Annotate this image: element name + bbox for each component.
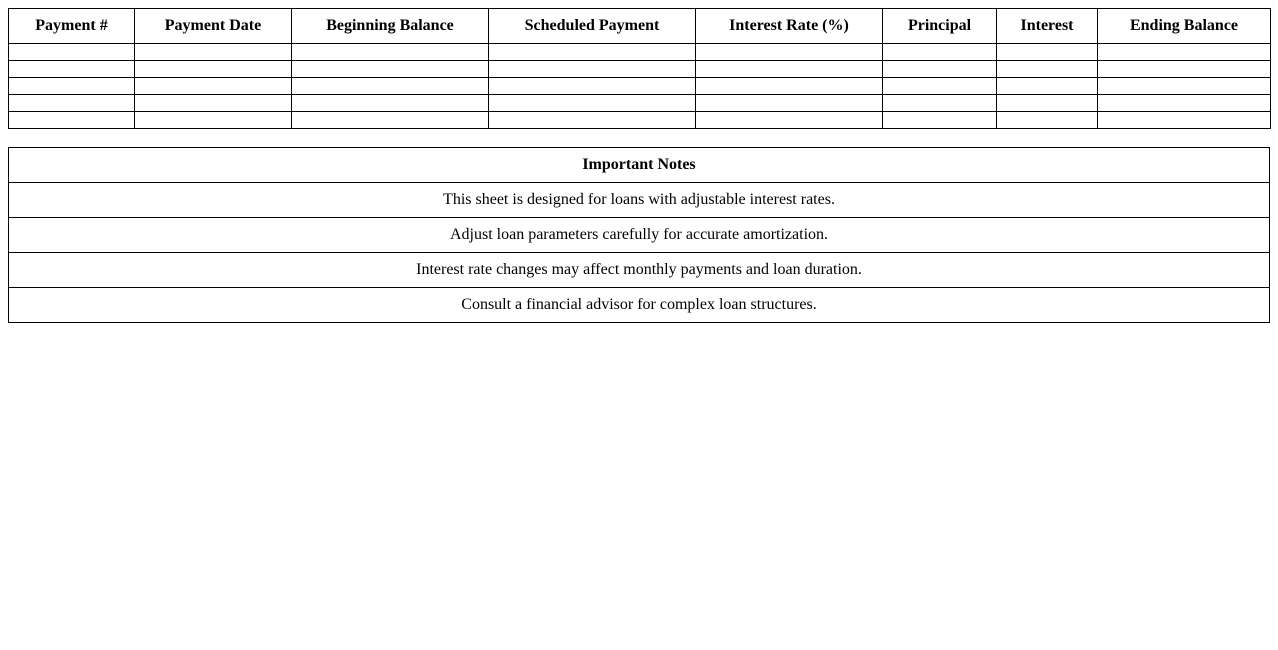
table-row <box>9 95 1271 112</box>
note-adjust-parameters: Adjust loan parameters carefully for accurate amortization. <box>9 218 1270 253</box>
table-cell[interactable] <box>9 112 135 129</box>
table-cell[interactable] <box>292 44 489 61</box>
table-cell[interactable] <box>292 95 489 112</box>
header-principal: Principal <box>883 9 997 44</box>
header-beginning-balance: Beginning Balance <box>292 9 489 44</box>
header-payment-number: Payment # <box>9 9 135 44</box>
table-cell[interactable] <box>997 78 1098 95</box>
table-cell[interactable] <box>135 61 292 78</box>
note-consult-advisor: Consult a financial advisor for complex loan structures. <box>9 288 1270 323</box>
table-cell[interactable] <box>883 112 997 129</box>
table-cell[interactable] <box>696 78 883 95</box>
table-cell[interactable] <box>9 78 135 95</box>
schedule-header-row <box>9 9 1271 44</box>
table-cell[interactable] <box>696 61 883 78</box>
table-cell[interactable] <box>997 44 1098 61</box>
note-row <box>9 253 1270 288</box>
header-interest: Interest <box>997 9 1098 44</box>
table-cell[interactable] <box>135 112 292 129</box>
table-cell[interactable] <box>1098 112 1271 129</box>
header-interest-rate: Interest Rate (%) <box>696 9 883 44</box>
note-row <box>9 183 1270 218</box>
table-row <box>9 112 1271 129</box>
table-cell[interactable] <box>292 61 489 78</box>
table-cell[interactable] <box>292 112 489 129</box>
table-cell[interactable] <box>1098 78 1271 95</box>
table-cell[interactable] <box>1098 44 1271 61</box>
header-payment-date: Payment Date <box>135 9 292 44</box>
schedule-body <box>9 44 1271 129</box>
note-rate-changes: Interest rate changes may affect monthly payments and loan duration. <box>9 253 1270 288</box>
table-cell[interactable] <box>489 95 696 112</box>
table-cell[interactable] <box>489 78 696 95</box>
table-cell[interactable] <box>1098 95 1271 112</box>
header-scheduled-payment: Scheduled Payment <box>489 9 696 44</box>
table-cell[interactable] <box>9 61 135 78</box>
table-cell[interactable] <box>9 95 135 112</box>
table-row <box>9 44 1271 61</box>
header-ending-balance: Ending Balance <box>1098 9 1271 44</box>
table-cell[interactable] <box>9 44 135 61</box>
table-cell[interactable] <box>997 112 1098 129</box>
table-cell[interactable] <box>135 95 292 112</box>
important-notes-table <box>8 147 1270 323</box>
table-cell[interactable] <box>1098 61 1271 78</box>
table-row <box>9 78 1271 95</box>
table-cell[interactable] <box>292 78 489 95</box>
table-cell[interactable] <box>135 78 292 95</box>
table-cell[interactable] <box>135 44 292 61</box>
table-cell[interactable] <box>489 112 696 129</box>
note-adjustable-rates: This sheet is designed for loans with adjustable interest rates. <box>9 183 1270 218</box>
table-cell[interactable] <box>883 78 997 95</box>
notes-header-row <box>9 148 1270 183</box>
table-cell[interactable] <box>696 112 883 129</box>
note-row <box>9 288 1270 323</box>
table-row <box>9 61 1271 78</box>
table-cell[interactable] <box>997 95 1098 112</box>
table-cell[interactable] <box>997 61 1098 78</box>
amortization-schedule-table <box>8 8 1271 129</box>
notes-title: Important Notes <box>9 148 1270 183</box>
table-cell[interactable] <box>883 44 997 61</box>
table-cell[interactable] <box>696 44 883 61</box>
table-cell[interactable] <box>883 61 997 78</box>
table-cell[interactable] <box>489 61 696 78</box>
table-cell[interactable] <box>489 44 696 61</box>
table-cell[interactable] <box>883 95 997 112</box>
note-row <box>9 218 1270 253</box>
table-cell[interactable] <box>696 95 883 112</box>
